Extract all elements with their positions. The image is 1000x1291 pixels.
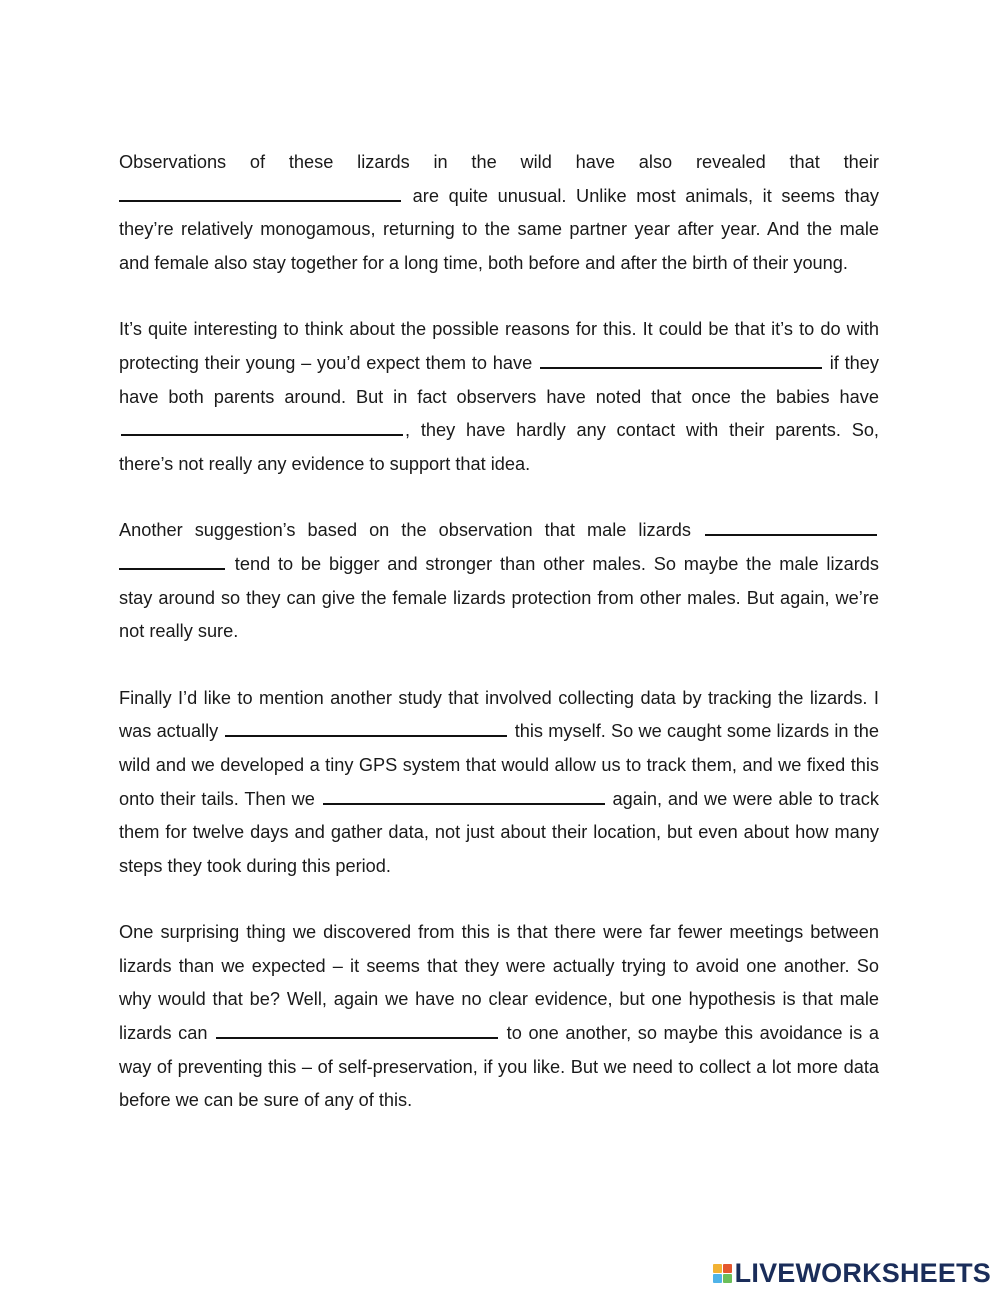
paragraph-text: this myself. So we caught some lizards in the wild and we developed a tiny GPS system that would allow us to track them, and we fixed this onto their tails. Then we (119, 721, 879, 809)
paragraph-text: Finally I’d like to mention another study that involved collecting data by tracking the lizards. I was actually (119, 687, 879, 742)
paragraph (119, 916, 879, 1118)
answer-blank[interactable] (119, 182, 401, 202)
logo-square (713, 1264, 722, 1273)
answer-blank[interactable] (121, 416, 403, 436)
answer-blank[interactable] (216, 1019, 498, 1039)
logo-square (713, 1274, 722, 1283)
paragraph-text: tend to be bigger and stronger than other males. So maybe the male lizards stay around so they can give the female lizards protection from other males. But again, we’re not really sure. (119, 553, 879, 642)
answer-blank[interactable] (540, 349, 822, 369)
paragraph-text: if they have both parents around. But in fact observers have noted that once the babies have (119, 352, 879, 407)
liveworksheets-brand (713, 1258, 991, 1288)
logo-square (723, 1264, 732, 1273)
logo-square (723, 1274, 732, 1283)
liveworksheets-logo-icon (713, 1262, 732, 1285)
paragraph-text: Observations of these lizards in the wild have also revealed that their (119, 152, 879, 172)
worksheet-text (119, 146, 879, 1151)
paragraph-text: to one another, so maybe this avoidance is a way of preventing this – of self-preservation, if you like. But we need to collect a lot more data before we can be sure of any of this. (119, 1023, 879, 1111)
answer-blank[interactable] (323, 785, 605, 805)
paragraph (119, 313, 879, 481)
paragraph-text: It’s quite interesting to think about the possible reasons for this. It could be that it’s to do with protecting their young – you’d expect them to have (119, 319, 879, 373)
answer-blank[interactable] (225, 717, 507, 737)
paragraph-text: Another suggestion’s based on the observation that male lizards (119, 520, 703, 541)
paragraph-text: are quite unusual. Unlike most animals, it seems thay they’re relatively monogamous, returning to the same partner year after year. And the male and female also stay together for a long time, both before and after the birth of their young. (119, 185, 879, 273)
answer-blank[interactable] (119, 550, 225, 570)
paragraph-text: again, and we were able to track them for twelve days and gather data, not just about their location, but even about how many steps they took during this period. (119, 788, 879, 876)
paragraph-text: One surprising thing we discovered from this is that there were far fewer meetings between lizards than we expected – it seems that they were actually trying to avoid one another. So why would that be? Well, again we have no clear evidence, but one hypothesis is that male lizards can (119, 922, 879, 1044)
paragraph (119, 682, 879, 884)
paragraph (119, 514, 879, 648)
paragraph-text: , they have hardly any contact with their parents. So, there’s not really any evidence to support that idea. (119, 420, 879, 474)
brand-name: LIVEWORKSHEETS (734, 1258, 991, 1288)
answer-blank[interactable] (705, 516, 877, 536)
paragraph (119, 146, 879, 280)
